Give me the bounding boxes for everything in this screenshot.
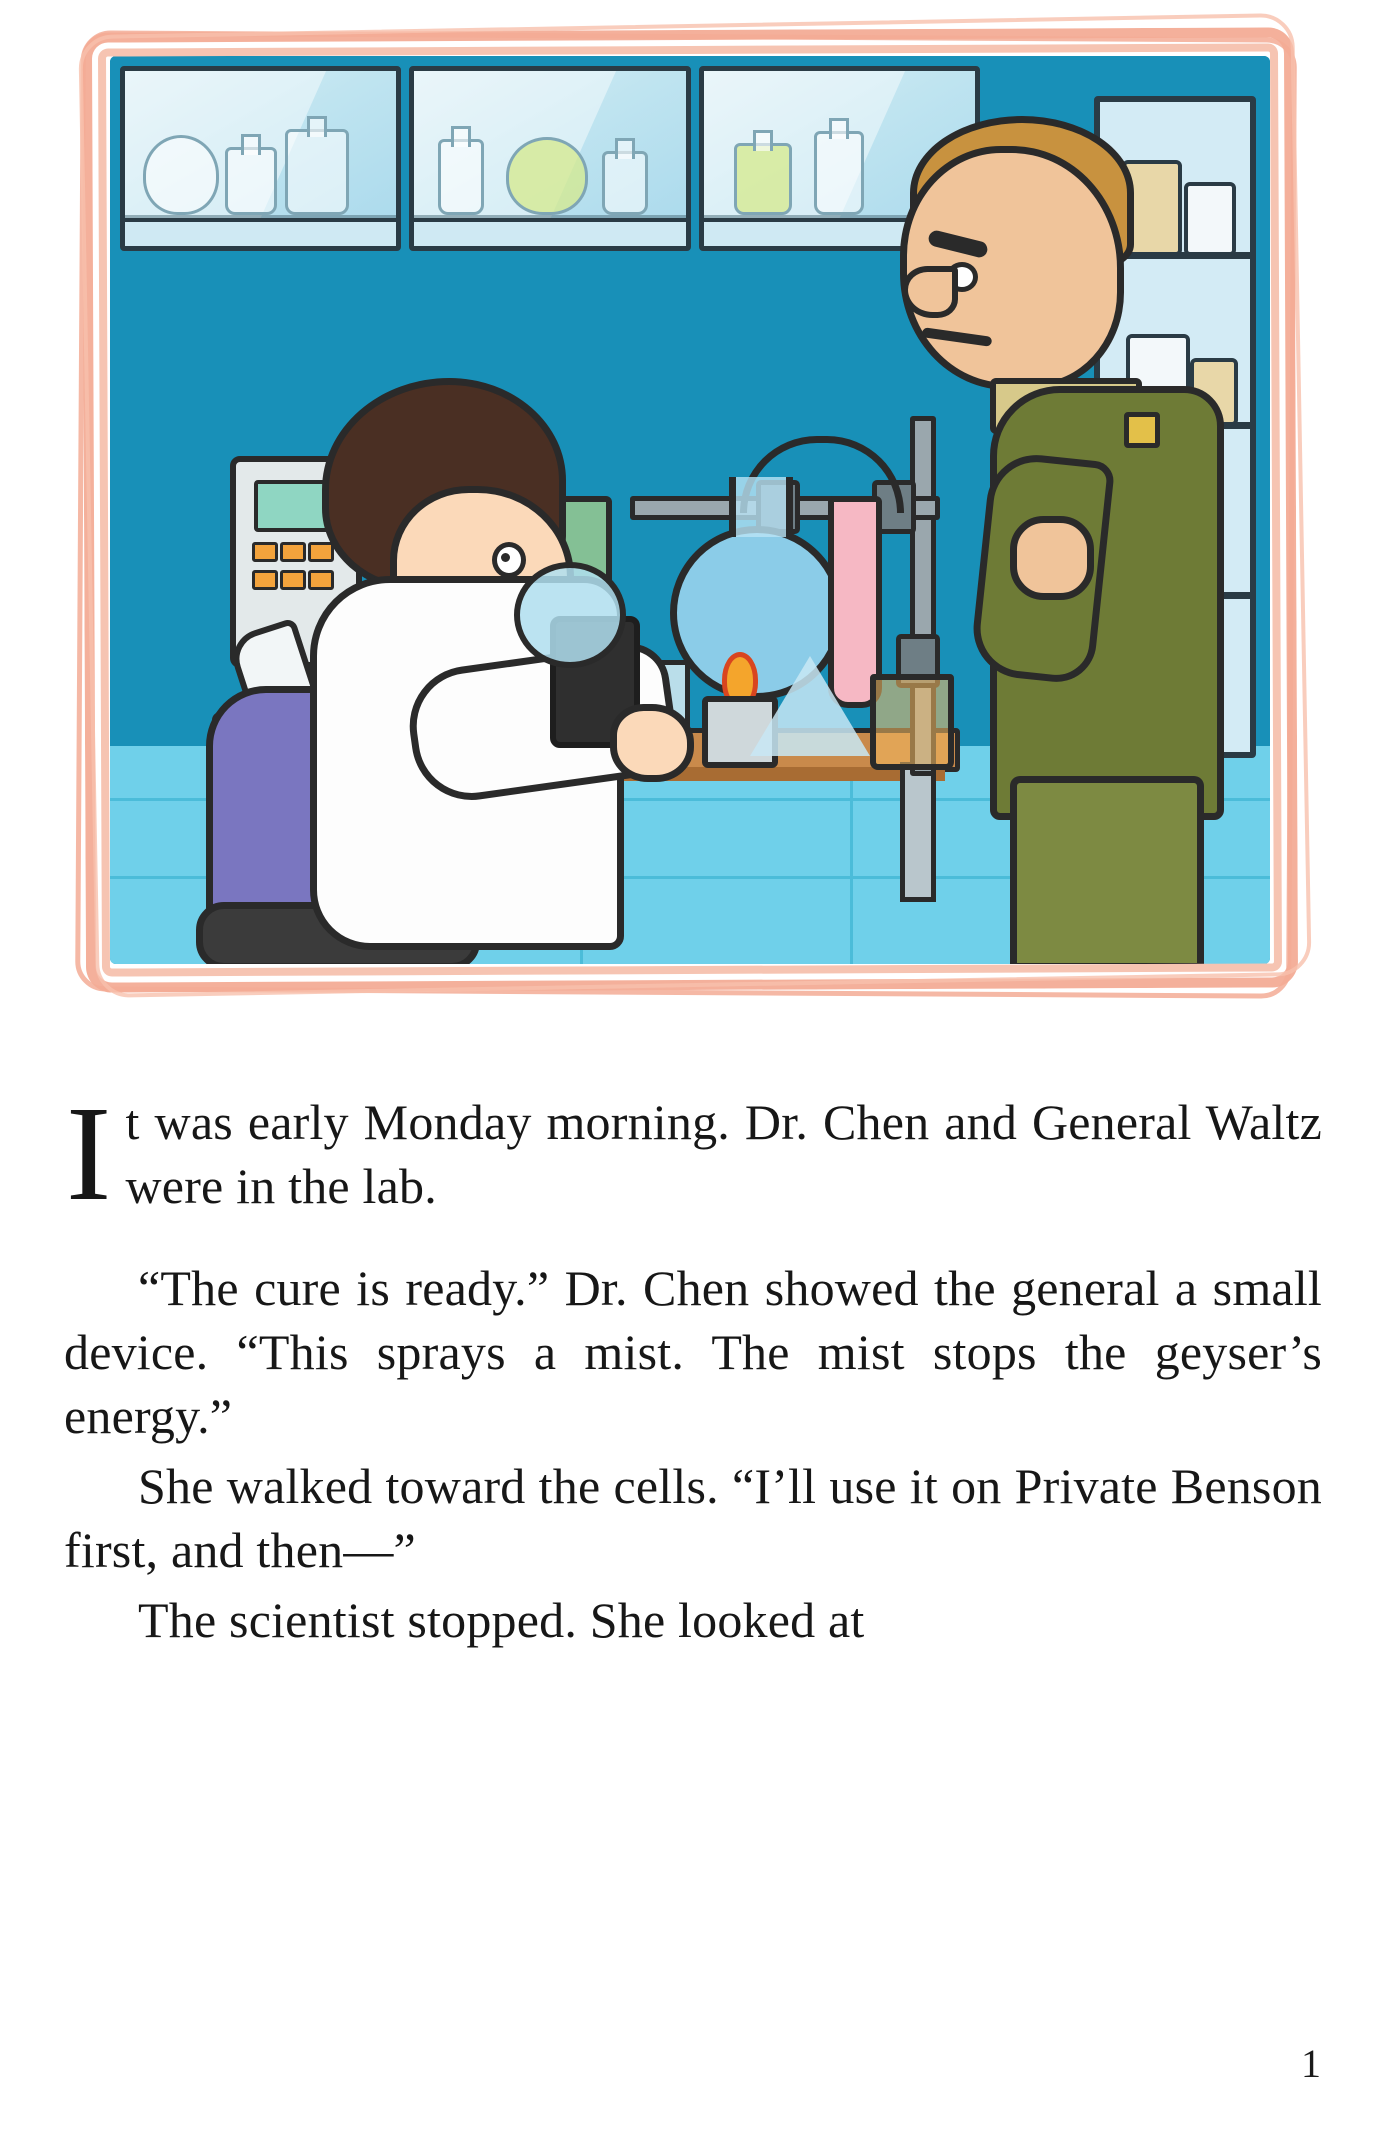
cabinet-left [120,66,401,251]
device-bulb [514,562,626,668]
paragraph-1-text: t was early Monday morning. Dr. Chen and General Waltz were in the lab. [125,1094,1322,1214]
cabinet-base [414,218,685,246]
bench-leg [900,762,936,902]
general-hand [1010,516,1094,600]
general-legs [1010,776,1204,964]
drop-cap: I [66,1079,112,1229]
beaker-icon [870,674,954,770]
page-number: 1 [1301,2041,1321,2086]
machine-buttons [252,542,328,590]
paragraph-1 [64,1079,1322,1250]
bottle-icon [285,129,349,215]
wall-cabinets [120,66,980,251]
scientist-hand [610,704,694,782]
bottle-icon [734,143,792,215]
rank-badge-icon [1124,412,1160,448]
bottle-icon [602,151,648,215]
story-text [64,1079,1322,1654]
lab-scene-artwork [110,56,1270,964]
bottle-icon [225,147,277,215]
cabinet-base [125,218,396,246]
paragraph-2: “The cure is ready.” Dr. Chen showed the general a small device. “This sprays a mist. The mist stops the geyser’s energy.” [64,1260,1322,1444]
flask-icon [506,137,588,215]
paragraph-3: She walked toward the cells. “I’ll use it on Private Benson first, and then—” [64,1458,1322,1578]
jar-icon [1184,182,1236,256]
flask-icon [143,135,219,215]
illustration [84,30,1296,990]
scientist-eye [492,542,526,578]
bottle-icon [438,139,484,215]
paragraph-4: The scientist stopped. She looked at [138,1592,865,1648]
cabinet-center [409,66,690,251]
bottle-icon [814,131,864,215]
erlenmeyer-flask [750,656,870,756]
